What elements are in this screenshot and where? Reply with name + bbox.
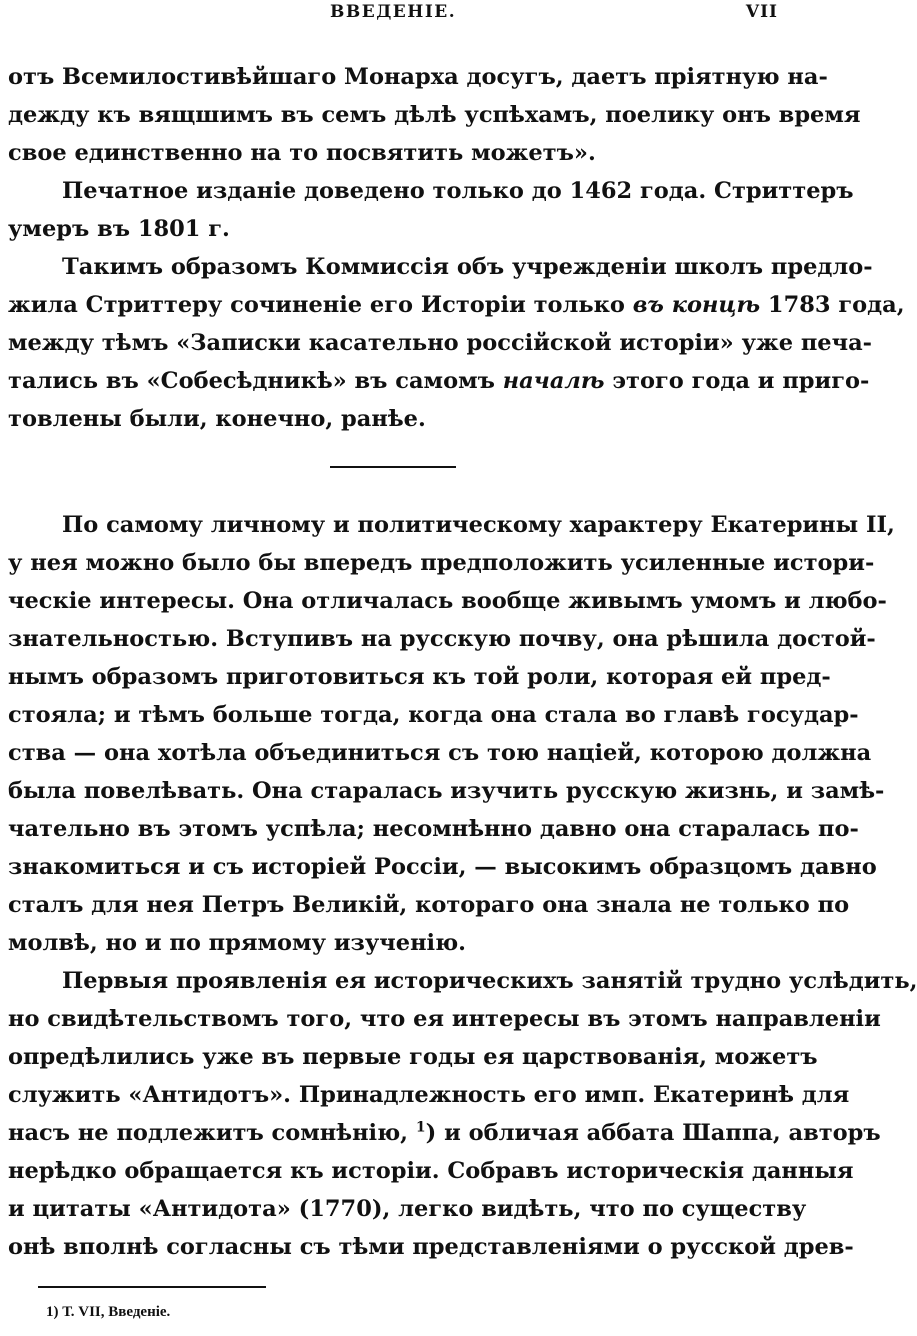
page-number: VII [745, 2, 778, 22]
text-line: нерѣдко обращается къ исторiи. Собравъ историческiя данныя [8, 1158, 854, 1184]
text-line: нымъ образомъ приготовиться къ той роли, которая ей пред- [8, 664, 831, 690]
text-line: но свидѣтельствомъ того, что ея интересы въ этомъ направленiи [8, 1006, 881, 1032]
text-line: Такимъ образомъ Коммиссiя объ учрежденiи школъ предло- [62, 254, 873, 280]
text-line: онѣ вполнѣ согласны съ тѣми представленiями о русской древ- [8, 1234, 854, 1260]
text-segment: жила Стриттеру сочиненiе его Исторiи только [8, 292, 633, 318]
text-line: товлены были, конечно, ранѣе. [8, 406, 426, 432]
paragraph-commission [8, 248, 905, 438]
text-line: умеръ въ 1801 г. [8, 216, 230, 242]
text-line: была повелѣвать. Она старалась изучить русскую жизнь, и замѣ- [8, 778, 885, 804]
text-line: свое единственно на то посвятить можетъ». [8, 140, 596, 166]
text-line: чательно въ этомъ успѣла; несомнѣнно давно она старалась по- [8, 816, 859, 842]
paragraph-catherine [8, 506, 895, 962]
paragraph-edition-note [8, 172, 854, 248]
text-line: стояла; и тѣмъ больше тогда, когда она стала во главѣ государ- [8, 702, 859, 728]
text-line: отъ Всемилостивѣйшаго Монарха досугъ, даетъ прiятную на- [8, 64, 828, 90]
text-line: ства — она хотѣла объединиться съ тою нацiей, которою должна [8, 740, 872, 766]
paragraph-continuation [8, 58, 861, 172]
paragraph-antidote [8, 962, 917, 1266]
text-segment: 1783 года, [760, 292, 905, 318]
text-segment: ) и обличая аббата Шаппа, авторъ [425, 1120, 881, 1146]
text-line: ческiе интересы. Она отличалась вообще живымъ умомъ и любо- [8, 588, 887, 614]
section-divider [330, 466, 456, 468]
text-line: опредѣлились уже въ первые годы ея царствованiя, можетъ [8, 1044, 818, 1070]
text-line: сталъ для нея Петръ Великiй, котораго она знала не только по [8, 892, 850, 918]
text-line: знательностью. Вступивъ на русскую почву, она рѣшила достой- [8, 626, 876, 652]
emphasis-text: въ концѣ [632, 292, 761, 318]
footnote: 1) Т. VII, Введенiе. [46, 1304, 171, 1320]
emphasis-text: началѣ [502, 368, 605, 394]
text-line: Первыя проявленiя ея историческихъ занятiй трудно услѣдить, [62, 968, 917, 994]
running-title: ВВЕДЕНIЕ. [330, 2, 457, 22]
text-segment: этого года и приго- [604, 368, 870, 394]
text-segment: тались въ «Собесѣдникѣ» въ самомъ [8, 368, 503, 394]
text-line: молвѣ, но и по прямому изученiю. [8, 930, 466, 956]
text-segment: насъ не подлежитъ сомнѣнiю, [8, 1120, 416, 1146]
footnote-marker: 1 [415, 1119, 426, 1136]
text-line [8, 1114, 881, 1152]
text-line: знакомиться и съ исторiей Россiи, — высокимъ образцомъ давно [8, 854, 877, 880]
text-line: и цитаты «Антидота» (1770), легко видѣть, что по существу [8, 1196, 807, 1222]
footnote-divider [38, 1286, 266, 1288]
running-head [0, 0, 792, 22]
text-line: служить «Антидотъ». Принадлежность его имп. Екатеринѣ для [8, 1082, 850, 1108]
text-line: между тѣмъ «Записки касательно россiйской исторiи» уже печа- [8, 330, 873, 356]
text-line: дежду къ вящшимъ въ семъ дѣлѣ успѣхамъ, поелику онъ время [8, 102, 861, 128]
text-line: у нея можно было бы впередъ предположить усиленные истори- [8, 550, 875, 576]
text-line [8, 362, 870, 400]
text-line: По самому личному и политическому характеру Екатерины II, [62, 512, 895, 538]
text-line [8, 286, 905, 324]
text-line: Печатное изданiе доведено только до 1462 года. Стриттеръ [62, 178, 854, 204]
